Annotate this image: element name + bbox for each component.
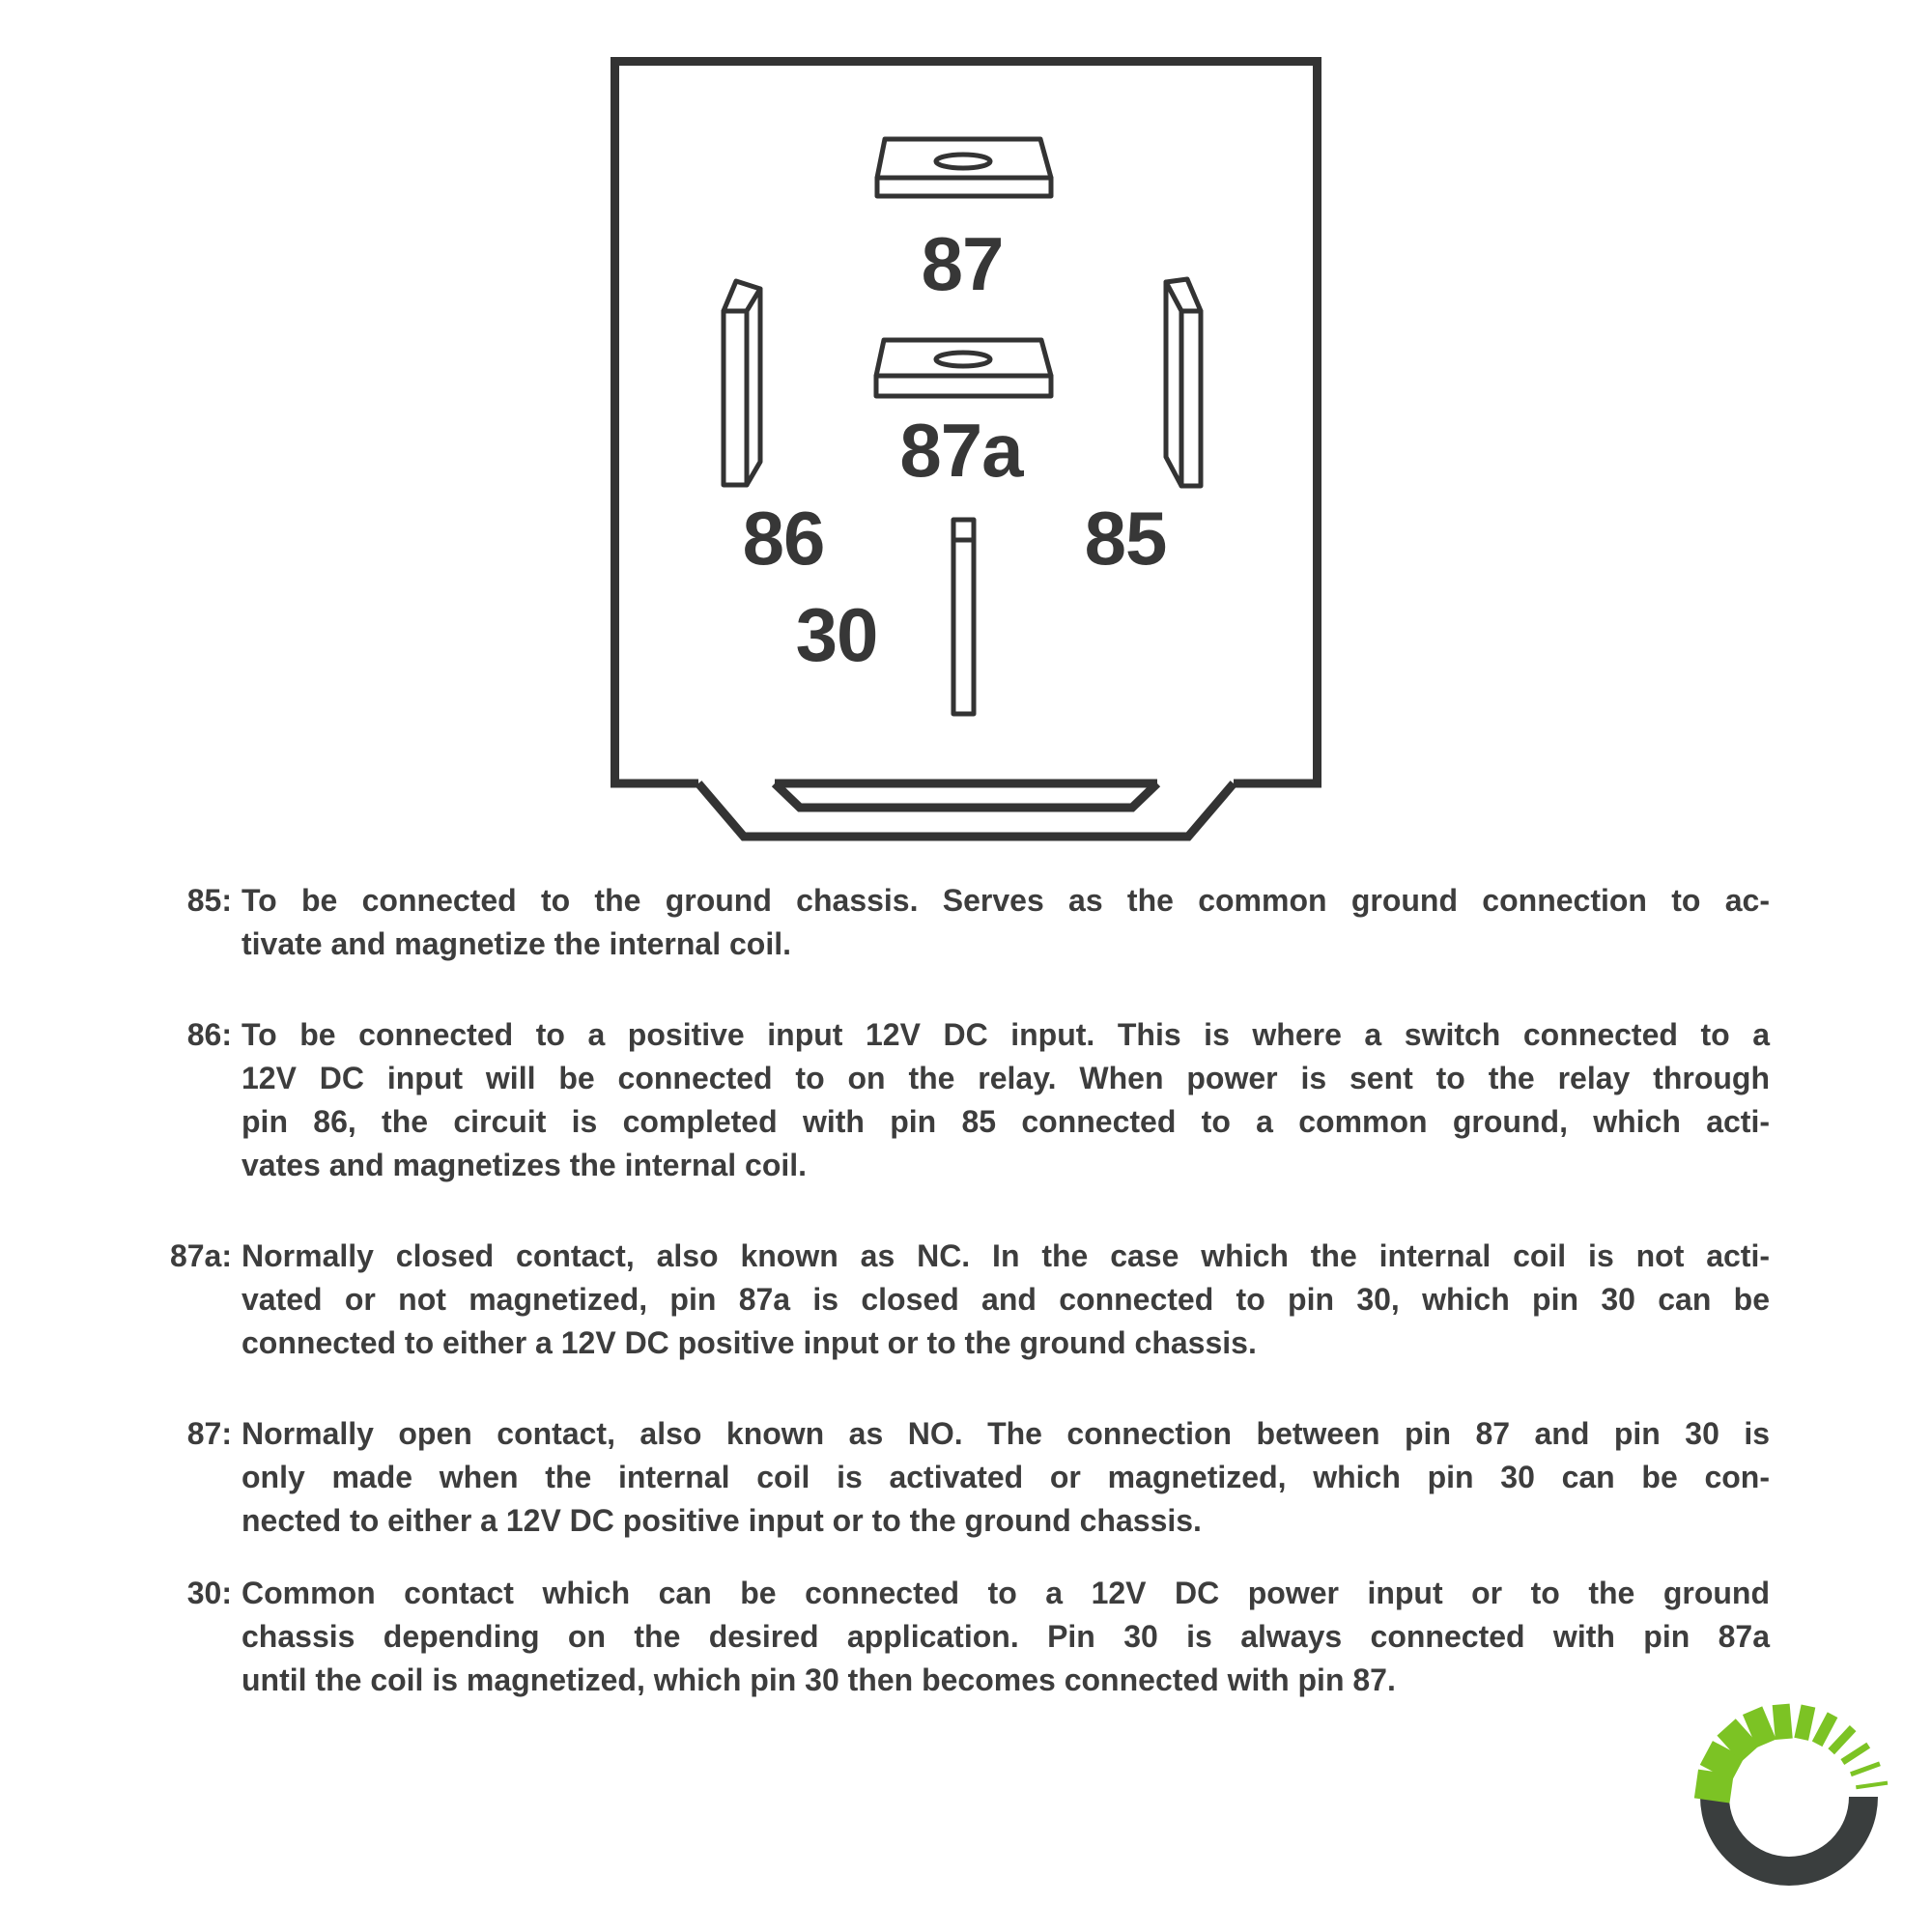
pin-87-terminal <box>877 139 1051 196</box>
pin-85-terminal <box>1166 279 1201 486</box>
definition-text-line: vated or not magnetized, pin 87a is closed and connected to pin 30, which pin 30 can be <box>242 1282 1770 1317</box>
definition-row-85 <box>0 879 1932 966</box>
definition-body-87a <box>242 1235 1770 1365</box>
definition-text-line: pin 86, the circuit is completed with pin 85 connected to a common ground, which acti- <box>242 1104 1770 1139</box>
definition-text-line: chassis depending on the desired application. Pin 30 is always connected with pin 87a <box>242 1619 1770 1654</box>
definition-label-87: 87: <box>186 1416 232 1451</box>
definition-text-line: tivate and magnetize the internal coil. <box>242 926 792 961</box>
pin-30-terminal <box>953 520 974 714</box>
pin-86-label: 86 <box>742 496 825 581</box>
definition-text-line: only made when the internal coil is activated or magnetized, which pin 30 can be con- <box>242 1460 1770 1494</box>
logo-dark-ring <box>1700 1797 1878 1886</box>
definition-label-87a: 87a: <box>169 1238 232 1273</box>
definition-row-30 <box>0 1572 1932 1702</box>
pin-85-label: 85 <box>1084 496 1167 581</box>
definition-label-86: 86: <box>186 1017 232 1052</box>
pin-87-slot <box>936 155 990 168</box>
definition-text-line: connected to either a 12V DC positive input or to the ground chassis. <box>242 1325 1257 1360</box>
pin-87a-slot <box>936 353 990 366</box>
pin-87-label: 87 <box>921 221 1004 306</box>
definition-label-85: 85: <box>186 883 232 918</box>
pin-87a-label: 87a <box>899 408 1023 493</box>
definition-row-87 <box>0 1412 1932 1543</box>
definition-text-line: To be connected to a positive input 12V DC input. This is where a switch connected to a <box>242 1017 1770 1052</box>
definition-row-86 <box>0 1013 1932 1187</box>
definition-text-line: nected to either a 12V DC positive input or to the ground chassis. <box>242 1503 1202 1538</box>
pin-30-label: 30 <box>795 592 878 677</box>
pin-86-terminal <box>724 281 760 485</box>
definition-text-line: Normally closed contact, also known as NC. In the case which the internal coil is not acti- <box>242 1238 1770 1273</box>
definition-label-30: 30: <box>186 1576 232 1610</box>
definition-body-85 <box>242 879 1770 966</box>
definition-text-line: Normally open contact, also known as NO. The connection between pin 87 and pin 30 is <box>242 1416 1770 1451</box>
definition-text-line: Common contact which can be connected to a 12V DC power input or to the ground <box>242 1576 1770 1610</box>
definition-body-86 <box>242 1013 1770 1187</box>
pin-definition-list <box>0 879 1932 1749</box>
pin-87a-terminal <box>876 340 1051 396</box>
definition-text-line: until the coil is magnetized, which pin 30 then becomes connected with pin 87. <box>242 1662 1396 1697</box>
definition-row-87a <box>0 1235 1932 1365</box>
definition-text-line: To be connected to the ground chassis. Serves as the common ground connection to ac- <box>242 883 1770 918</box>
definition-text-line: 12V DC input will be connected to on the relay. When power is sent to the relay through <box>242 1061 1770 1095</box>
definition-body-87 <box>242 1412 1770 1543</box>
definition-body-30 <box>242 1572 1770 1702</box>
definition-text-line: vates and magnetizes the internal coil. <box>242 1148 808 1182</box>
